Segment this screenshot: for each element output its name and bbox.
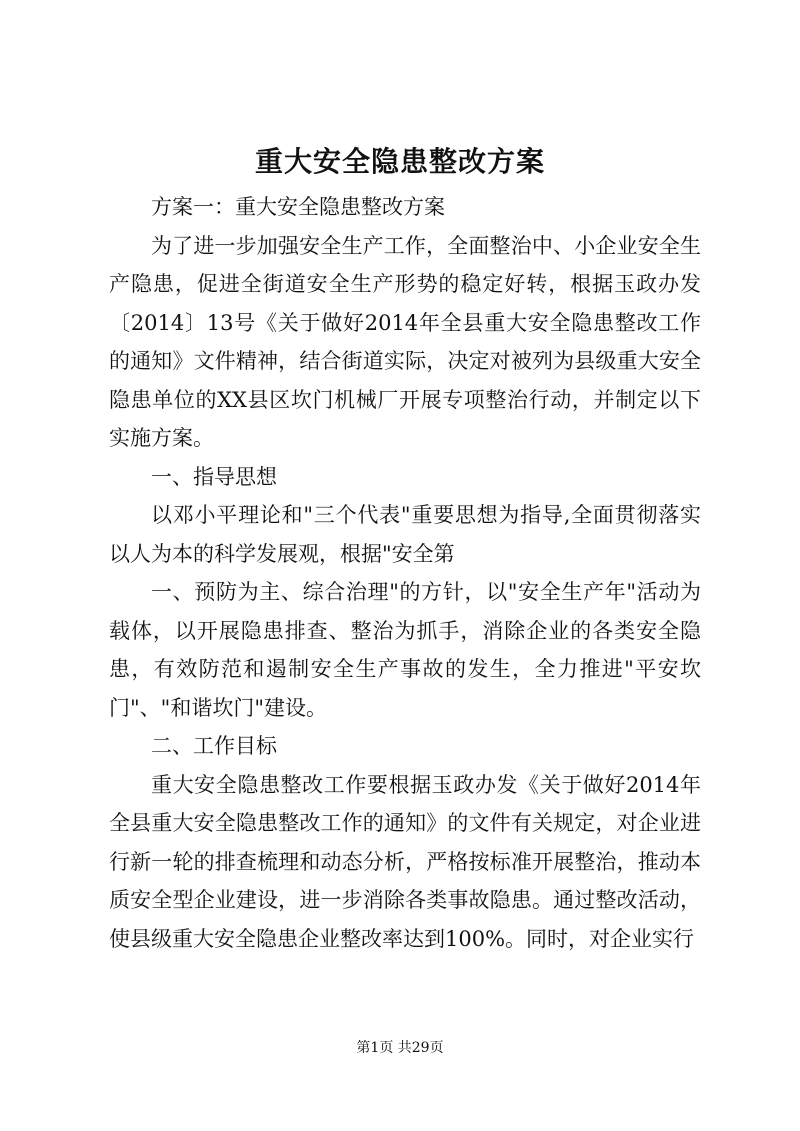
section-heading-guiding-ideology: 一、指导思想 [151, 464, 277, 489]
paragraph-intro: 为了进一步加强安全生产工作，全面整治中、小企业安全生产隐患，促进全街道安全生产形势的稳定好转，根据玉政办发〔2014〕13号《关于做好2014年全县重大安全隐患整改工作的通知》文件精神，结合街道实际，决定对被列为县级重大安全隐患单位的XX县区坎门机械厂开展专项整治行动，并制定以下实施方案。 [109, 233, 701, 450]
section-heading-work-goals: 二、工作目标 [151, 734, 277, 758]
paragraph-guiding-ideology-continued: 一、预防为主、综合治理"的方针，以"安全生产年"活动为载体，以开展隐患排查、整治为抓手，消除企业的各类安全隐患，有效防范和遏制安全生产事故的发生，全力推进"平安坎门"、"和谐坎门"建设。 [109, 580, 701, 720]
document-title: 重大安全隐患整改方案 [254, 145, 545, 178]
document-body [109, 188, 701, 958]
paragraph-plan-heading: 方案一：重大安全隐患整改方案 [151, 195, 445, 219]
page-footer: 第1页 共29页 [356, 1040, 444, 1056]
paragraph-work-goals: 重大安全隐患整改工作要根据玉政办发《关于做好2014年全县重大安全隐患整改工作的通知》的文件有关规定，对企业进行新一轮的排查梳理和动态分析，严格按标准开展整治，推动本质安全型企业建设，进一步消除各类事故隐患。通过整改活动，使县级重大安全隐患企业整改率达到100%。同时，对企业实行 [109, 772, 701, 951]
paragraph-guiding-ideology: 以邓小平理论和"三个代表"重要思想为指导,全面贯彻落实以人为本的科学发展观，根据"安全第 [109, 503, 701, 566]
